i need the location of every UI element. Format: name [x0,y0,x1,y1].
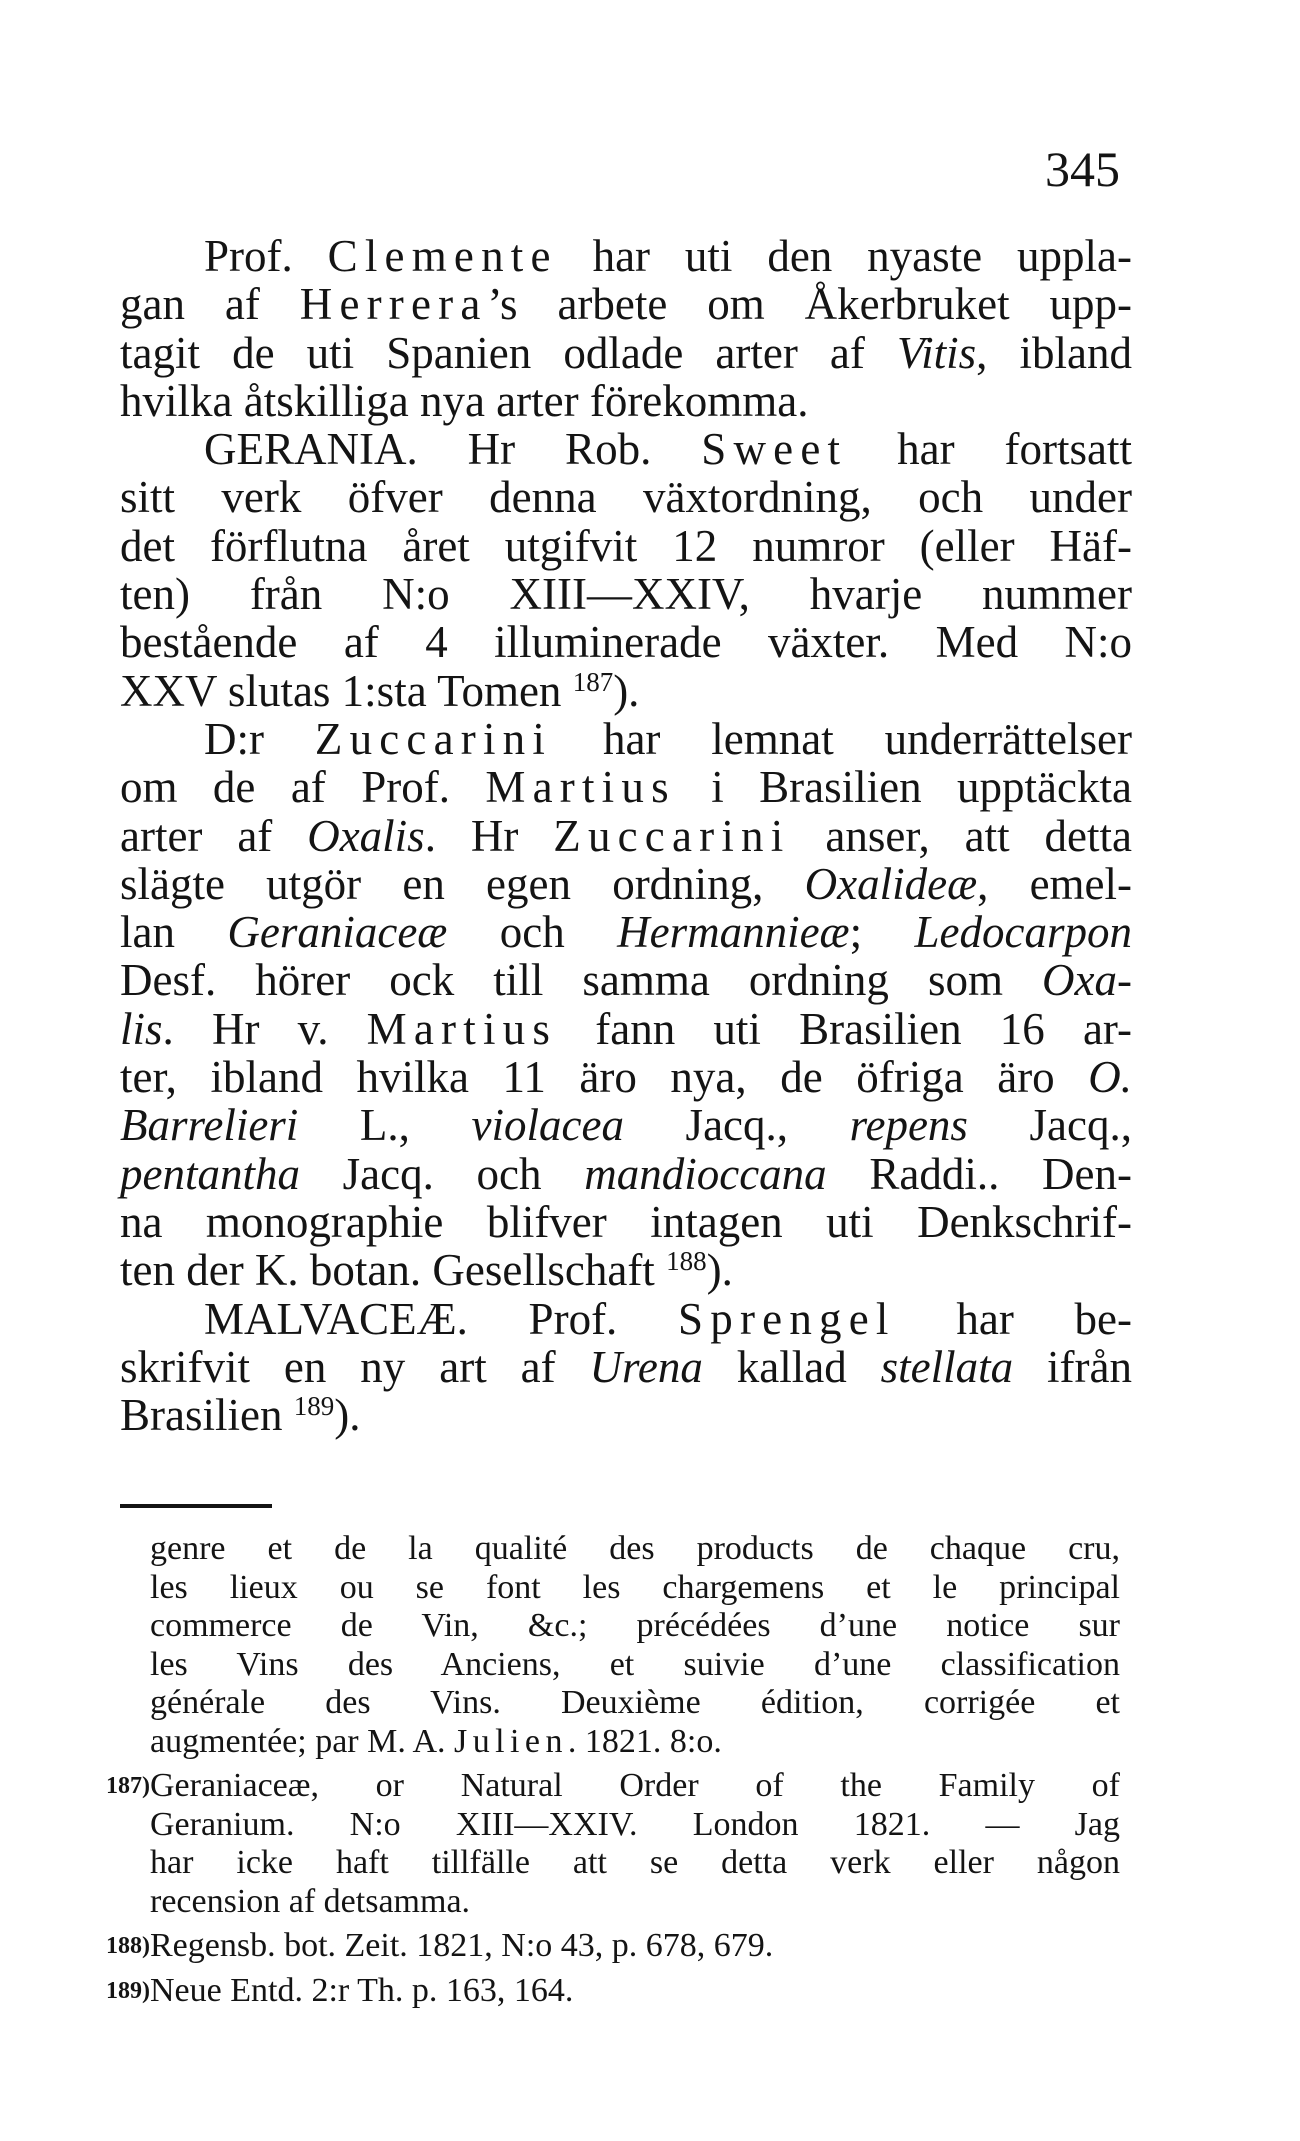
text-run: fann uti Brasilien 16 ar- [557,1003,1132,1054]
footnote [106,1971,1120,2011]
text-run: gan af [120,279,300,330]
footnote-divider [120,1504,272,1508]
text-run: ). [334,1390,361,1441]
text-run: Raddi.. Den- [826,1148,1133,1199]
footnote-line [150,1569,1120,1608]
spaced-name: Sprengel [678,1293,896,1344]
spaced-name: Zuccarini [314,713,553,764]
text-run: tagit de uti Spanien odlade arter af [120,327,897,378]
text-run: , emel- [977,858,1133,909]
text-run: Desf. hörer ock till samma ordning som [120,955,1043,1006]
footnotes [106,1530,1120,2010]
text-run: har fortsatt [847,424,1132,475]
text-run: les lieux ou se font les chargemens et le principal [150,1568,1120,1606]
footnote [106,1927,1120,1966]
text-line [120,860,1132,908]
text-run: och [447,907,618,958]
text-line [120,425,1132,473]
text-run: XXV slutas 1:sta Tomen [120,665,573,716]
text-run: , ibland [976,327,1133,378]
italic-text: Oxa- [1042,955,1132,1006]
footnote-line [150,1646,1120,1685]
text-run: hvilka åtskilliga nya arter förekomma. [120,375,809,426]
footnote-marker: 187 [572,666,614,697]
text-run: na monographie blifver intagen uti Denkschrif- [120,1196,1132,1247]
italic-text: repens [849,1100,968,1151]
text-run: augmentée; par M. A. [150,1722,455,1760]
italic-text: Geraniaceæ [227,907,448,958]
italic-text: Ledocarpon [914,907,1132,958]
text-run: générale des Vins. Deuxième édition, corrigée et [150,1684,1120,1721]
text-run: anser, att detta [790,810,1132,861]
text-run: Geraniaceæ, or Natural Order of the Family of [150,1767,1120,1804]
text-run: slägte utgör en egen ordning, [120,858,805,909]
italic-text: pentantha [120,1148,300,1199]
spaced-name: Martius [366,1003,558,1054]
text-run: har uti den nyaste uppla- [557,231,1132,281]
footnote-number: 187) [106,1773,150,1799]
italic-text: Barrelieri [120,1100,299,1151]
text-line [120,570,1132,618]
footnote-line [150,1607,1120,1646]
spaced-name: Zuccarini [553,810,791,861]
text-run: har icke haft tillfälle att se detta verk eller någon [150,1844,1120,1881]
text-line [120,667,1132,715]
main-text [120,232,1132,1439]
text-run: genre et de la qualité des products de chaque cru, [150,1530,1120,1567]
text-run: det förflutna året utgifvit 12 numror (eller Häf- [120,520,1132,571]
text-line [120,1150,1132,1198]
text-run: GERANIA. Hr Rob. [204,424,702,475]
text-line [120,522,1132,570]
italic-text: Oxalideæ [804,858,978,909]
page-number: 345 [1045,141,1120,197]
text-run: . Hr [424,810,554,861]
text-run: D:r [204,713,315,764]
text-run: Jacq., [967,1100,1132,1151]
footnote-marker: 189 [293,1391,335,1422]
text-line [120,329,1132,377]
spaced-name: Clemente [327,231,558,281]
footnote-line [150,1723,1120,1762]
italic-text: stellata [880,1341,1014,1392]
text-run: ’s arbete om Åkerbruket upp- [487,279,1132,330]
italic-text: Hermannieæ [617,907,850,958]
text-run: ; [849,907,915,958]
text-line [120,812,1132,860]
spaced-name: Sweet [701,424,848,475]
text-run: recension af detsamma. [150,1882,471,1920]
text-line [120,1343,1132,1391]
text-line [120,1198,1132,1246]
footnote-line [150,1806,1120,1845]
text-line [120,1101,1132,1149]
text-run: har lemnat underrättelser [552,713,1132,764]
text-line [120,473,1132,521]
text-run: . Hr v. [162,1003,367,1054]
text-run: bestående af 4 illuminerade växter. Med N:o [120,617,1132,668]
spaced-name: Herrera [299,279,488,330]
text-run: ). [706,1245,733,1296]
text-run: ten) från N:o XIII—XXIV, hvarje nummer [120,569,1132,620]
text-run: MALVACEÆ. Prof. [204,1293,679,1344]
text-run: sitt verk öfver denna växtordning, och under [120,472,1132,523]
text-line [120,1295,1132,1343]
italic-text: Urena [589,1341,703,1392]
text-run: . 1821. 8:o. [567,1722,722,1760]
footnote-line [150,1530,1120,1569]
text-line [120,908,1132,956]
spaced-name: Julien [454,1722,568,1760]
text-line [120,1005,1132,1053]
spaced-name: Martius [485,762,676,813]
footnote-number: 188) [106,1933,150,1959]
text-run: commerce de Vin, &c.; précédées d’une notice sur [150,1607,1120,1644]
text-run: L., [298,1100,472,1151]
text-run: Neue Entd. 2:r Th. p. 163, 164. [150,1971,574,2009]
italic-text: lis [120,1003,163,1054]
footnote-line [150,1767,1120,1806]
text-run: ifrån [1013,1341,1132,1392]
footnote [106,1767,1120,1921]
text-line [120,763,1132,811]
footnote-line [150,1927,1120,1966]
text-run: har be- [895,1293,1132,1344]
text-line [120,618,1132,666]
text-run: Jacq., [623,1100,850,1151]
italic-text: Oxalis [307,810,425,861]
text-line [120,956,1132,1004]
text-line [120,280,1132,328]
text-run: arter af [120,810,308,861]
text-line [120,715,1132,763]
text-run: skrifvit en ny art af [120,1341,590,1392]
footnote-number: 189) [106,1977,150,2004]
footnote-marker: 188 [666,1246,707,1277]
text-run: Brasilien [120,1390,294,1441]
text-run: om de af Prof. [120,762,486,813]
italic-text: violacea [471,1100,624,1151]
footnote-line [150,1883,1120,1922]
text-run: ). [613,665,640,716]
italic-text: mandioccana [584,1148,827,1199]
text-run: Geranium. N:o XIII—XXIV. London 1821. — Jag [150,1805,1120,1843]
text-run: Prof. [204,231,328,281]
footnote [150,1530,1120,1761]
footnote-line [150,1844,1120,1883]
text-line [120,1053,1132,1101]
text-run: Regensb. bot. Zeit. 1821, N:o 43, p. 678, 679. [150,1927,774,1964]
italic-text: O. [1088,1052,1132,1103]
footnote-line [150,1972,1120,2011]
italic-text: Vitis [897,327,977,378]
text-run: ter, ibland hvilka 11 äro nya, de öfriga äro [120,1052,1089,1103]
text-line [120,232,1132,280]
text-run: Jacq. och [299,1148,585,1199]
footnote-line [150,1684,1120,1723]
text-run: ten der K. botan. Gesellschaft [120,1245,667,1296]
text-line [120,1391,1132,1439]
text-run: les Vins des Anciens, et suivie d’une classification [150,1645,1120,1683]
text-line [120,377,1132,425]
text-run: i Brasilien upptäckta [675,762,1132,813]
text-run: kallad [702,1341,881,1392]
text-run: lan [120,907,228,958]
text-line [120,1246,1132,1294]
